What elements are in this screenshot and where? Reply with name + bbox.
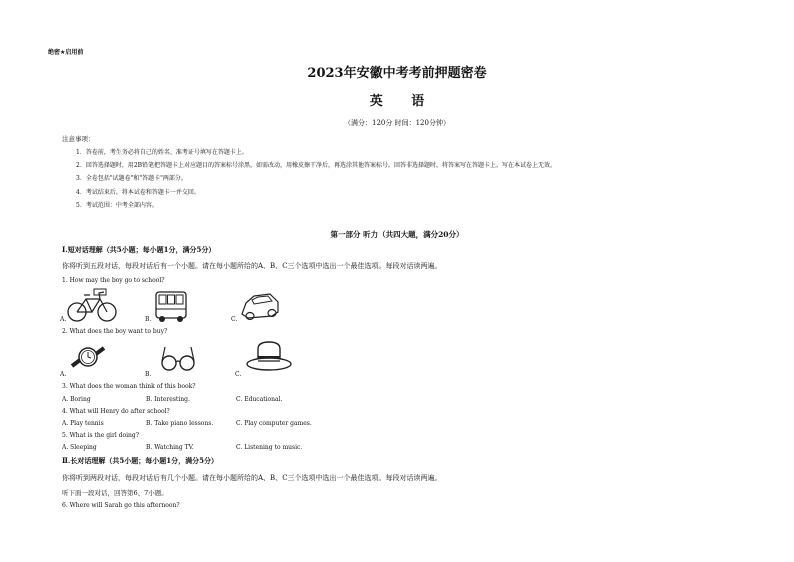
q5-option-a: A. Sleeping <box>62 444 97 451</box>
note-item: 4．考试结束后，将本试卷和答题卡一并交回。 <box>76 189 200 196</box>
bicycle-icon <box>66 287 118 323</box>
secret-mark: 绝密★启用前 <box>48 49 84 56</box>
question-1: 1. How may the boy go to school? <box>62 277 165 284</box>
q5-option-b: B. Watching TV. <box>146 444 194 451</box>
score-time: （满分：120分 时间：120分钟） <box>344 119 450 127</box>
question-3: 3. What does the woman think of this book? <box>62 383 196 390</box>
q5-option-c: C. Listening to music. <box>236 444 303 451</box>
car-icon <box>238 288 282 324</box>
notes-heading: 注意事项： <box>62 135 95 143</box>
section2-sub: 听下面一段对话，回答第6、7小题。 <box>62 489 168 497</box>
question-5: 5. What is the girl doing? <box>62 432 139 439</box>
q4-option-a: A. Play tennis <box>62 420 104 427</box>
glasses-icon <box>159 343 197 373</box>
section1-instruction: 你将听到五段对话，每段对话后有一个小题。请在每小题所给的A、B、C三个选项中选出一个最佳选项。每段对话读两遍。 <box>62 262 442 270</box>
section2-instruction: 你将听到两段对话，每段对话后有几个小题。请在每小题所给的A、B、C三个选项中选出一个最佳选项。每段对话读两遍。 <box>62 474 442 482</box>
section2-title: Ⅱ.长对话理解（共5小题；每小题1分，满分5分） <box>62 456 218 465</box>
note-item: 1．答卷前，考生务必将自己的姓名、准考证号填写在答题卡上。 <box>76 149 248 156</box>
bus-icon <box>153 290 189 324</box>
section1-title: Ⅰ.短对话理解（共5小题；每小题1分，满分5分） <box>62 245 216 254</box>
q3-option-a: A. Boring <box>62 396 91 403</box>
question-2: 2. What does the boy want to buy? <box>62 328 168 335</box>
q2-option-b: B. <box>145 371 152 378</box>
q3-option-b: B. Interesting. <box>146 396 190 403</box>
question-4: 4. What will Henry do after school? <box>62 408 170 415</box>
note-item: 3．全卷包括"试题卷"和"答题卡"两部分。 <box>76 175 187 182</box>
q1-option-c: C. <box>231 316 238 323</box>
q1-option-a: A. <box>60 316 67 323</box>
exam-title: 2023年安徽中考考前押题密卷 <box>307 66 487 81</box>
q4-option-b: B. Take piano lessons. <box>146 420 214 427</box>
q2-option-c: C. <box>235 371 242 378</box>
q4-option-c: C. Play computer games. <box>236 420 312 427</box>
question-6: 6. Where will Sarah go this afternoon? <box>62 502 180 509</box>
hat-icon <box>244 339 294 375</box>
note-item: 2．回答选择题时，用2B铅笔把答题卡上对应题目的答案标号涂黑。如需改动，用橡皮擦干净后，再选涂其他答案标号。回答非选择题时，将答案写在答题卡上。写在本试卷上无效。 <box>76 162 557 169</box>
subject-title: 英 语 <box>369 94 437 109</box>
q1-option-b: B. <box>145 316 152 323</box>
q2-option-a: A. <box>60 371 67 378</box>
watch-icon <box>68 340 108 374</box>
q3-option-c: C. Educational. <box>236 396 283 403</box>
part1-title: 第一部分 听力（共四大题，满分20分） <box>330 230 464 239</box>
note-item: 5．考试范围：中考全部内容。 <box>76 202 158 209</box>
